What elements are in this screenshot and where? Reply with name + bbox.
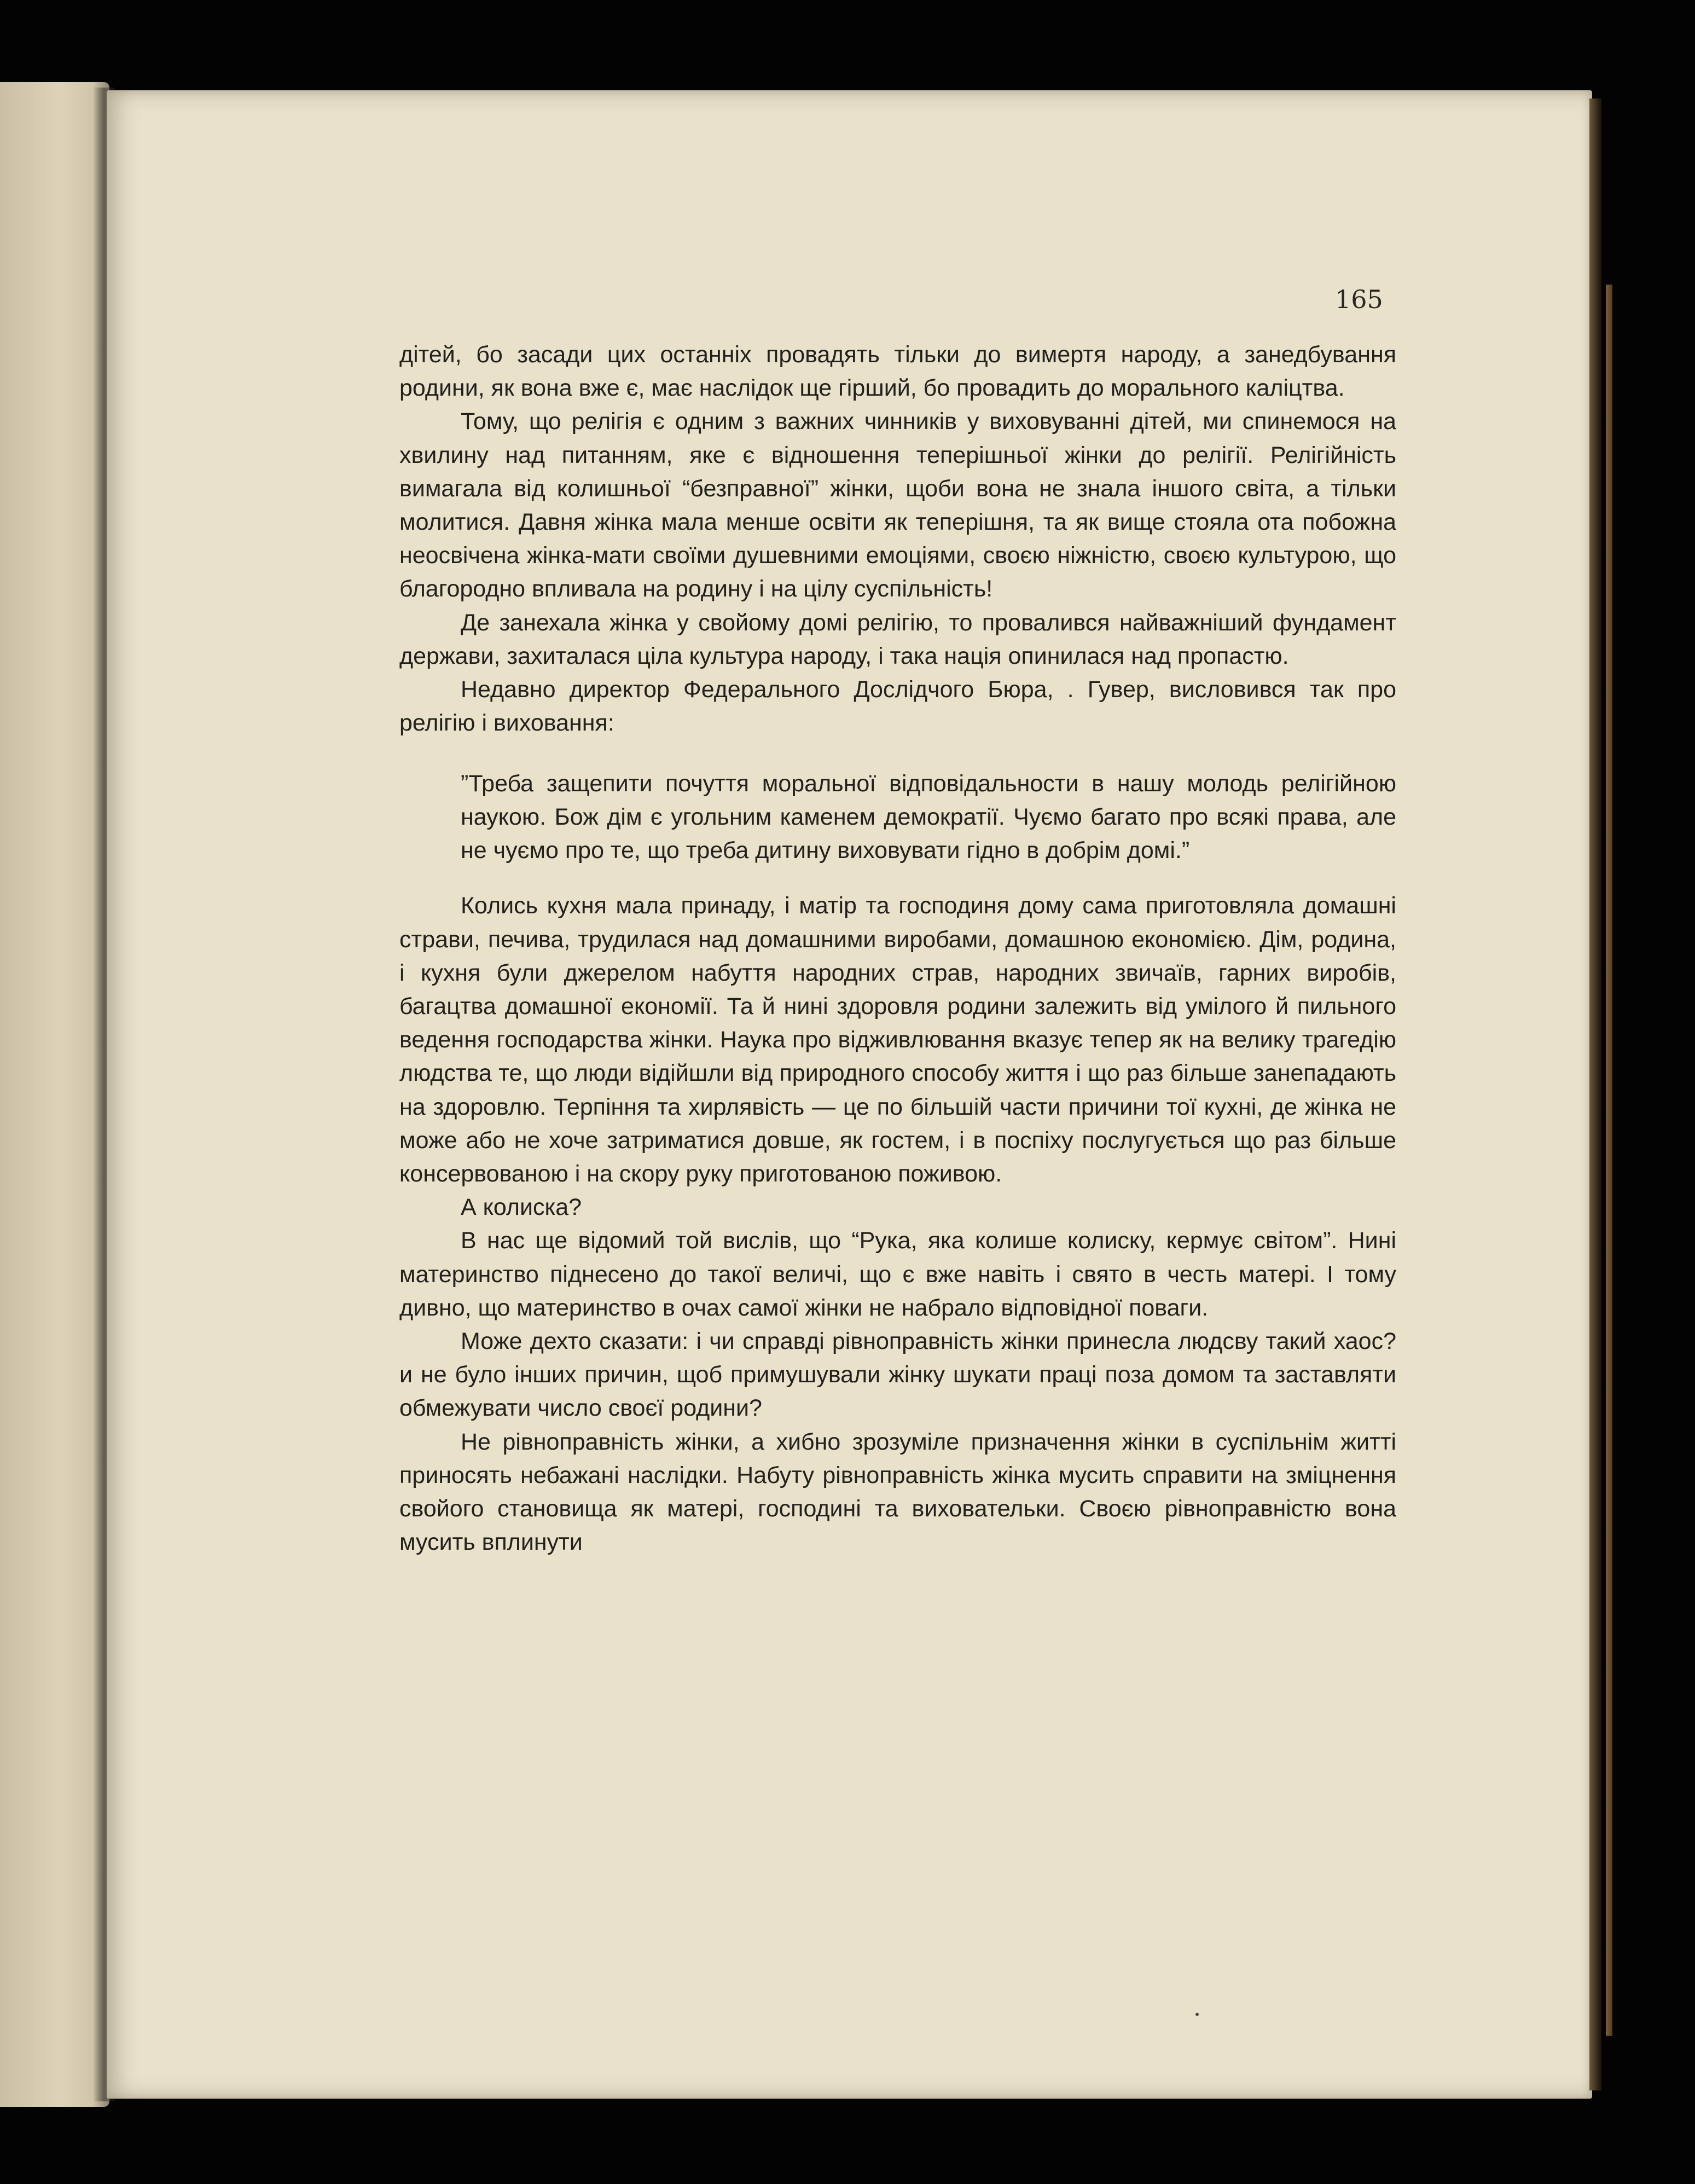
block-quote: ”Треба защепити почуття моральної відповідальности в нашу молодь релігійною наукою. Бож дім є угольним каменем демократії. Чуємо багато про всякі права, але не чуємо про те, що треба дитину виховувати гідно в добрім домі.” [461, 771, 1396, 864]
paragraph: Недавно директор Федерального Дослідчого Бюра, . Гувер, висловився так про релігію і виховання: [399, 676, 1396, 737]
paragraph: Тому, що релігія є одним з важних чинників у виховуванні дітей, ми спинемося на хвилину над питанням, яке є відношення теперішньої жінки до релігії. Релігійність вимагала від колишньої “безправної” жінки, щоби вона не знала іншого світа, а тільки молитися. Давня жінка мала менше освіти як теперішня, та як вище стояла ота побожна неосвічена жінка-мати своїми душевними емоціями, своєю ніжністю, своєю культурою, що благородно впливала на родину і на цілу суспільність! [399, 408, 1396, 603]
page-number: 165 [1335, 285, 1383, 314]
body-text [399, 338, 1396, 1560]
paragraph: Не рівноправність жінки, а хибно зрозуміле призначення жінки в суспільнім житті приносять небажані наслідки. Набуту рівноправність жінка мусить справити на зміцнення свойого становища як матері, господині та виховательки. Своєю рівноправністю вона мусить вплинути [399, 1428, 1396, 1556]
ink-speck [1195, 2013, 1199, 2016]
paragraph: Колись кухня мала принаду, і матір та господиня дому сама приготовляла домашні страви, печива, трудилася над домашними виробами, домашною економією. Дім, родина, і кухня були джерелом набуття народних страв, народних звичаїв, гарних виробів, багацтва домашної економії. Та й нині здоровля родини залежить від умілого й пильного ведення господарства жінки. Наука про відживлювання вказує тепер як на велику трагедію людства те, що люди відійшли від природного способу життя і що раз більше занепадають на здоровлю. Терпіння та хирлявість — це по більшій части причини тої кухні, де жінка не може або не хоче затриматися довше, як гостем, і в поспіху послугується що раз більше консервованою і на скору руку приготованою поживою. [399, 893, 1396, 1187]
cover-edge [1606, 285, 1612, 2036]
paragraph: Може дехто сказати: і чи справді рівноправність жінки принесла людсву такий хаос? и не було інших причин, щоб примушували жінку шукати праці поза домом та заставляти обмежувати число своєї родини? [399, 1328, 1396, 1422]
page-block-edge [1589, 99, 1601, 2090]
paragraph: Де занехала жінка у свойому домі релігію, то провалився найважніший фундамент держави, захиталася ціла культура народу, і така нація опинилася над пропастю. [399, 609, 1396, 669]
paragraph: дітей, бо засади цих останніх провадять тільки до вимертя народу, а занедбування родини, як вона вже є, має наслідок ще гірший, бо провадить до морального каліцтва. [399, 341, 1396, 402]
paragraph: А колиска? [461, 1194, 582, 1221]
paragraph: В нас ще відомий той вислів, що “Рука, яка колише колиску, кермує світом”. Нині материнство піднесено до такої величі, що є вже навіть і свято в честь матері. І тому дивно, що материнство в очах самої жінки не набрало відповідної поваги. [399, 1227, 1396, 1321]
